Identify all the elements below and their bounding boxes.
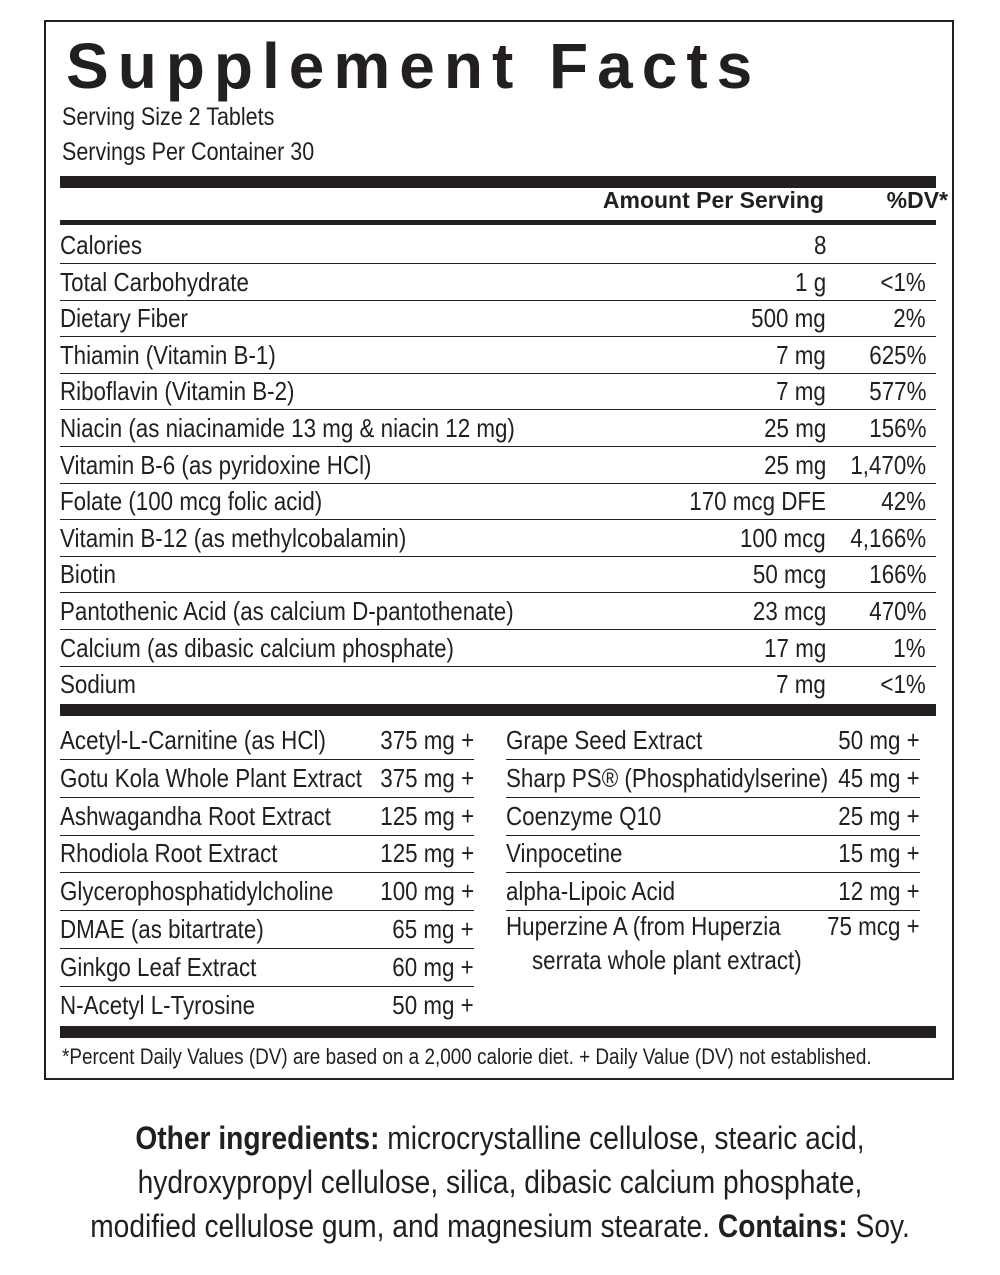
blend-item-amount: 60 mg + <box>392 951 474 982</box>
nutrient-amount: 7 mg <box>776 339 826 370</box>
nutrient-name: Riboflavin (Vitamin B-2) <box>60 376 295 407</box>
nutrient-amount: 25 mg <box>763 449 826 480</box>
nutrient-row <box>60 630 936 667</box>
blend-item <box>60 949 474 987</box>
contains-label: Contains: <box>717 1208 848 1244</box>
blend-item <box>60 722 474 760</box>
nutrient-dv: 42% <box>881 486 926 517</box>
blend-item-name: Ashwagandha Root Extract <box>60 800 331 831</box>
nutrient-name: Calcium (as dibasic calcium phosphate) <box>60 632 454 663</box>
nutrient-name: Vitamin B-6 (as pyridoxine HCl) <box>60 449 372 480</box>
blend-item <box>60 835 474 873</box>
nutrient-name: Biotin <box>60 559 116 590</box>
blend-item <box>60 798 474 836</box>
blend-item <box>506 835 920 873</box>
blend-item-name: Ginkgo Leaf Extract <box>60 951 257 982</box>
nutrient-name: Niacin (as niacinamide 13 mg & niacin 12 mg) <box>60 413 515 443</box>
blend-item-name: Sharp PS® (Phosphatidylserine) <box>506 762 829 793</box>
huperzine-amount: 75 mcg + <box>827 911 920 941</box>
nutrient-row <box>60 483 936 520</box>
blend-item-name: DMAE (as bitartrate) <box>60 914 264 944</box>
blend-item-amount: 45 mg + <box>838 762 920 793</box>
nutrient-dv: 2% <box>893 303 926 334</box>
blend-item <box>506 873 920 911</box>
nutrient-amount: 7 mg <box>776 376 826 407</box>
nutrient-name: Vitamin B-12 (as methylcobalamin) <box>60 522 407 553</box>
serving-size: Serving Size 2 Tablets <box>62 103 275 131</box>
nutrient-name: Total Carbohydrate <box>60 266 249 297</box>
other-line-3 <box>60 1204 940 1248</box>
blend-item <box>60 760 474 798</box>
blend-item-name: alpha-Lipoic Acid <box>506 876 676 907</box>
nutrient-dv: 4,166% <box>850 522 926 553</box>
nutrient-name: Calories <box>60 230 143 260</box>
nutrient-amount: 1 g <box>794 266 826 297</box>
nutrient-amount: 8 <box>813 230 826 260</box>
header-dv: %DV* <box>886 187 948 213</box>
huperzine-line-2: serrata whole plant extract) <box>532 945 802 975</box>
nutrient-dv: 470% <box>868 596 926 626</box>
blend-item <box>506 760 920 798</box>
servings-per-container: Servings Per Container 30 <box>62 138 315 166</box>
other-ingredients-label: Other ingredients: <box>135 1120 380 1156</box>
blend-item-amount: 65 mg + <box>392 914 474 944</box>
nutrient-row <box>60 300 936 337</box>
nutrient-amount: 25 mg <box>763 413 826 443</box>
nutrient-name: Thiamin (Vitamin B-1) <box>60 339 276 370</box>
other-line-1 <box>60 1116 940 1160</box>
nutrient-amount: 500 mg <box>751 303 826 334</box>
blend-item-name: Gotu Kola Whole Plant Extract <box>60 762 363 793</box>
nutrient-name: Sodium <box>60 669 136 700</box>
blend-item-name: Acetyl-L-Carnitine (as HCl) <box>60 725 326 755</box>
blend-item <box>506 798 920 836</box>
blend-item <box>60 911 474 949</box>
nutrient-amount: 170 mcg DFE <box>689 486 826 517</box>
footnote: *Percent Daily Values (DV) are based on a 2,000 calorie diet. + Daily Value (DV) not established. <box>62 1044 872 1069</box>
blend-item-amount: 50 mg + <box>392 989 474 1020</box>
header-amount-per-serving: Amount Per Serving <box>602 187 824 213</box>
panel-title: Supplement Facts <box>66 30 762 102</box>
blend-item-amount: 15 mg + <box>838 838 920 869</box>
nutrient-amount: 50 mcg <box>752 559 826 590</box>
nutrient-dv: 625% <box>868 339 926 370</box>
nutrient-row <box>60 410 936 447</box>
nutrient-dv: 156% <box>868 413 926 443</box>
blend-item-name: N-Acetyl L-Tyrosine <box>60 989 256 1020</box>
nutrient-row <box>60 666 936 702</box>
blend-item-amount: 12 mg + <box>838 876 920 907</box>
blend-item-name: Glycerophosphatidylcholine <box>60 876 334 907</box>
blend-item-name: Vinpocetine <box>506 838 623 869</box>
nutrient-amount: 7 mg <box>776 669 826 700</box>
nutrient-row <box>60 447 936 484</box>
blend-item-amount: 50 mg + <box>838 725 920 755</box>
thick-divider-bottom <box>60 1026 936 1038</box>
other-line-2: hydroxypropyl cellulose, silica, dibasic calcium phosphate, <box>137 1164 863 1200</box>
blend-item-name: Coenzyme Q10 <box>506 800 662 831</box>
blend-item <box>60 873 474 911</box>
nutrient-name: Pantothenic Acid (as calcium D-pantothenate) <box>60 596 514 626</box>
other-ingredients <box>0 1116 1000 1248</box>
nutrient-row <box>60 227 936 264</box>
nutrient-dv: 166% <box>868 559 926 590</box>
blend-item-huperzine <box>506 908 920 988</box>
nutrient-row <box>60 520 936 557</box>
blend-item <box>60 987 474 1024</box>
nutrient-dv: <1% <box>880 266 926 297</box>
nutrient-dv: <1% <box>880 669 926 700</box>
nutrient-row <box>60 337 936 374</box>
nutrient-amount: 100 mcg <box>740 522 826 553</box>
huperzine-line-1: Huperzine A (from Huperzia <box>506 911 781 941</box>
nutrient-row <box>60 593 936 630</box>
header-divider <box>60 220 936 225</box>
blend-item-amount: 125 mg + <box>380 838 474 869</box>
nutrient-name: Dietary Fiber <box>60 303 188 334</box>
nutrient-dv: 1% <box>893 632 926 663</box>
nutrient-name: Folate (100 mcg folic acid) <box>60 486 323 517</box>
nutrient-row <box>60 373 936 410</box>
blend-item-name: Rhodiola Root Extract <box>60 838 278 869</box>
nutrient-row <box>60 556 936 593</box>
blend-item-amount: 375 mg + <box>380 762 474 793</box>
blend-item <box>506 722 920 760</box>
nutrient-amount: 23 mcg <box>752 596 826 626</box>
nutrient-dv: 1,470% <box>850 449 926 480</box>
other-ingredients-text-1: microcrystalline cellulose, stearic acid, <box>379 1120 865 1156</box>
blend-item-amount: 125 mg + <box>380 800 474 831</box>
contains-value: Soy. <box>847 1208 910 1244</box>
nutrient-row <box>60 264 936 301</box>
nutrient-dv: 577% <box>868 376 926 407</box>
blend-item-amount: 25 mg + <box>838 800 920 831</box>
blend-item-amount: 100 mg + <box>380 876 474 907</box>
thick-divider-mid <box>60 704 936 716</box>
blend-item-name: Grape Seed Extract <box>506 725 703 755</box>
nutrient-amount: 17 mg <box>763 632 826 663</box>
supplement-facts-panel <box>44 20 954 1080</box>
blend-item-amount: 375 mg + <box>380 725 474 755</box>
other-ingredients-text-3: modified cellulose gum, and magnesium stearate. <box>90 1208 711 1244</box>
